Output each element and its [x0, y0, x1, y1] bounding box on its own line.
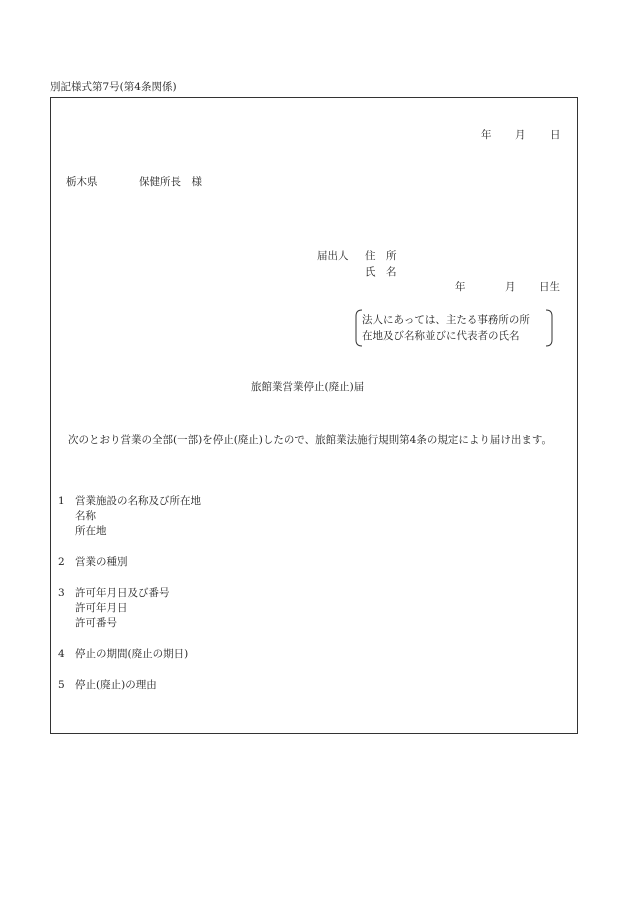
item1-sub-name: 名称 — [75, 510, 96, 522]
item5-label: 停止(廃止)の理由 — [75, 679, 157, 691]
form-number: 別記様式第7号(第4条関係) — [50, 81, 177, 93]
item1-label: 営業施設の名称及び所在地 — [75, 495, 201, 507]
item2-number: 2 — [58, 556, 65, 568]
item1-sub-location: 所在地 — [75, 525, 107, 537]
item3-sub-number: 許可番号 — [75, 617, 117, 629]
item4-label: 停止の期間(廃止の期日) — [75, 648, 189, 660]
addressee-prefecture: 栃木県 — [66, 176, 98, 188]
addressee-office: 保健所長 様 — [139, 176, 202, 188]
birth-month-label: 月 — [505, 281, 516, 293]
date-month-label: 月 — [515, 129, 526, 141]
body-paragraph: 次のとおり営業の全部(一部)を停止(廃止)したので、旅館業法施行規則第4条の規定により届け出ます。 — [68, 434, 553, 446]
corporate-note-line1: 法人にあっては、主たる事務所の所 — [362, 314, 530, 326]
item1-number: 1 — [58, 495, 65, 507]
item4-number: 4 — [58, 648, 65, 660]
corporate-note-line2: 在地及び名称並びに代表者の氏名 — [362, 330, 520, 342]
item3-label: 許可年月日及び番号 — [75, 587, 170, 599]
date-year-label: 年 — [481, 129, 492, 141]
item3-sub-date: 許可年月日 — [75, 602, 128, 614]
name-label: 氏 名 — [365, 266, 397, 278]
form-frame — [50, 97, 578, 734]
address-label: 住 所 — [365, 250, 397, 262]
birth-day-label: 日生 — [539, 281, 560, 293]
document-title: 旅館業営業停止(廃止)届 — [251, 381, 365, 393]
applicant-label: 届出人 — [317, 250, 349, 262]
item5-number: 5 — [58, 679, 65, 691]
item2-label: 営業の種別 — [75, 556, 128, 568]
item3-number: 3 — [58, 587, 65, 599]
date-day-label: 日 — [550, 129, 561, 141]
birth-year-label: 年 — [455, 281, 466, 293]
